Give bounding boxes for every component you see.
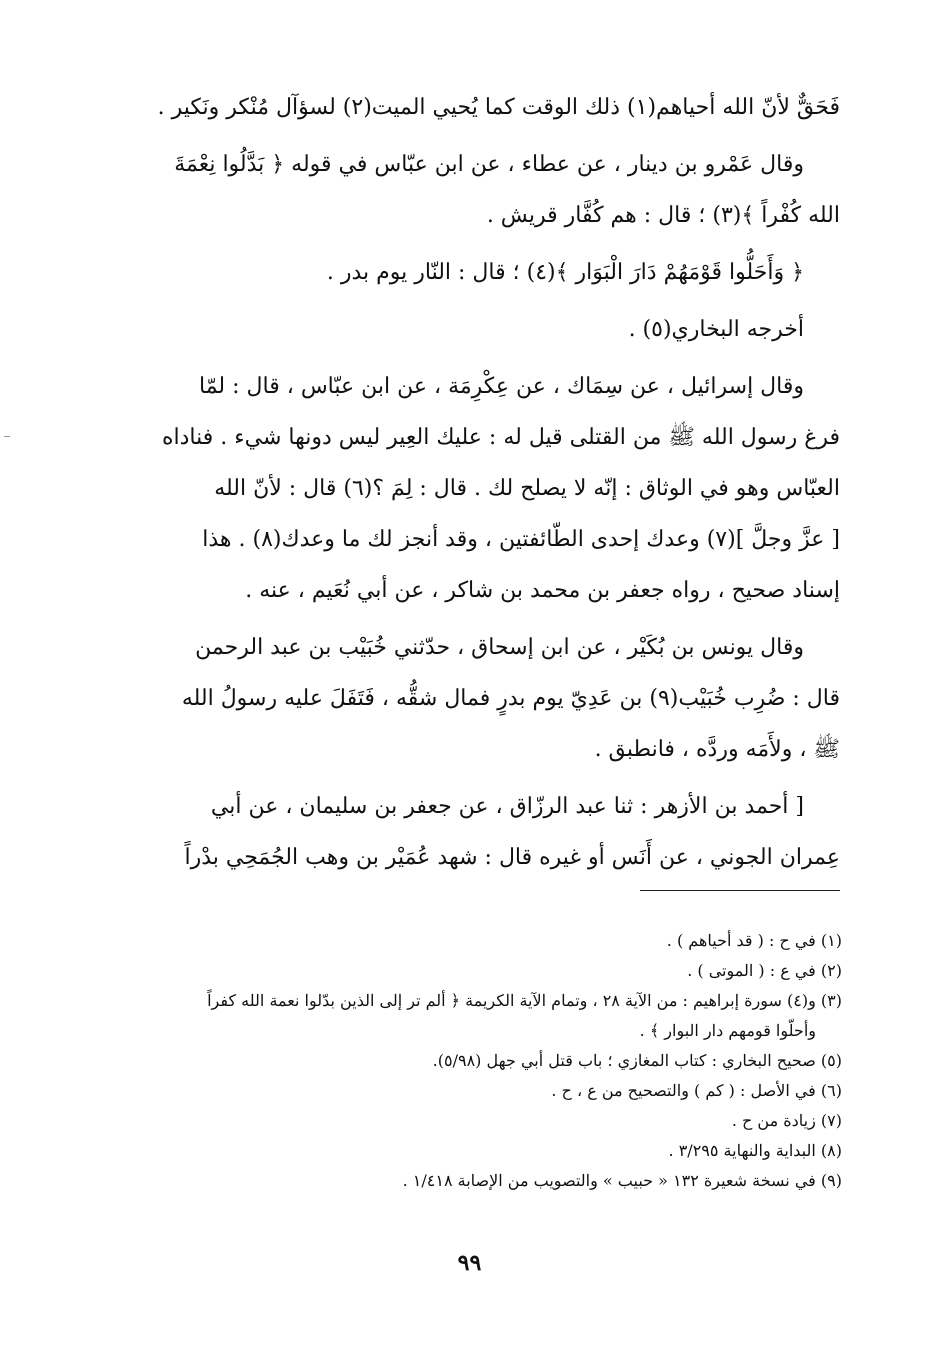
paragraph-2 (138, 139, 840, 241)
paragraph-5 (138, 361, 840, 616)
footnote-2: (٢) في ع : ( الموتى ) . (687, 961, 842, 980)
text-line: وقال يونس بن بُكَيْر ، عن ابن إسحاق ، حدّثني خُبَيْب بن عبد الرحمن (195, 635, 804, 660)
text-line: قال : ضُرِب خُبَيْب(٩) بن عَدِيّ يوم بدرٍ فمال شقُّه ، فَتَفَلَ عليه رسولُ الله (181, 686, 840, 711)
text-line: وقال إسرائيل ، عن سِمَاك ، عن عِكْرِمَة ، عن ابن عبّاس ، قال : لمّا (199, 374, 804, 399)
text-line: فرغ رسول الله ﷺ من القتلى قيل له : عليك العِير ليس دونها شيء . فناداه (162, 425, 840, 450)
footnote-separator (640, 890, 840, 891)
text-line: أخرجه البخاري(٥) . (628, 317, 804, 342)
footnote-3-4: (٣) و(٤) سورة إبراهيم : من الآية ٢٨ ، وتمام الآية الكريمة ﴿ ألم تر إلى الذين بدّلوا نعمة الله كفراً (207, 991, 842, 1010)
text-line: إسناد صحيح ، رواه جعفر بن محمد بن شاكر ، عن أبي نُعَيم ، عنه . (245, 578, 840, 603)
text-line: العبّاس وهو في الوثاق : إنّه لا يصلح لك . قال : لِمَ ؟(٦) قال : لأنّ الله (214, 476, 840, 501)
text-line: فَحَقٌّ لأنّ الله أحياهم(١) ذلك الوقت كما يُحيي الميت(٢) لسؤآل مُنْكر ونَكير . (157, 95, 840, 120)
footnote-6: (٦) في الأصل : ( كم ) والتصحيح من ع ، ح . (551, 1081, 842, 1100)
paragraph-6 (138, 622, 840, 775)
paragraph-4 (138, 304, 840, 355)
text-line: [ أحمد بن الأزهر : ثنا عبد الرزّاق ، عن جعفر بن سليمان ، عن أبي (210, 794, 804, 819)
text-line: ﴿ وَأَحَلُّوا قَوْمَهُمْ دَارَ الْبَوَار ﴾(٤) ؛ قال : النّار يوم بدر . (326, 260, 804, 285)
text-line: ﷺ ، ولأَمَه وردَّه ، فانطبق . (594, 737, 840, 762)
text-line: وقال عَمْرو بن دينار ، عن عطاء ، عن ابن عبّاس في قوله ﴿ بَدَّلُوا نِعْمَةَ (174, 152, 804, 177)
footnote-1: (١) في ح : ( قد أحياهم ) . (666, 931, 842, 950)
main-text (138, 82, 840, 889)
footnote-3-4-continued: وأحلّوا قومهم دار البوار ﴾ . (639, 1021, 816, 1040)
footnote-5: (٥) صحيح البخاري : كتاب المغازي ؛ باب قتل أبي جهل (٥/٩٨). (432, 1051, 842, 1070)
footnote-7: (٧) زيادة من ح . (731, 1111, 842, 1130)
page-number: ٩٩ (457, 1250, 482, 1276)
paragraph-1 (138, 82, 840, 133)
text-line: الله كُفْراً ﴾(٣) ؛ قال : هم كُفَّار قريش . (486, 203, 840, 228)
scan-margin-mark (4, 436, 10, 437)
text-line: عِمران الجوني ، عن أَنَس أو غيره قال : شهد عُمَيْر بن وهب الجُمَحِي بدْراً (184, 845, 840, 870)
footnote-9: (٩) في نسخة شعيرة ١٣٢ « حبيب » والتصويب من الإصابة ١/٤١٨ . (402, 1171, 842, 1190)
paragraph-3 (138, 247, 840, 298)
footnotes (130, 926, 842, 1196)
text-line: [ عزَّ وجلَّ ](٧) وعدك إحدى الطّائفتين ، وقد أنجز لك ما وعدك(٨) . هذا (202, 527, 840, 552)
footnote-8: (٨) البداية والنهاية ٣/٢٩٥ . (668, 1141, 842, 1160)
paragraph-7 (138, 781, 840, 883)
